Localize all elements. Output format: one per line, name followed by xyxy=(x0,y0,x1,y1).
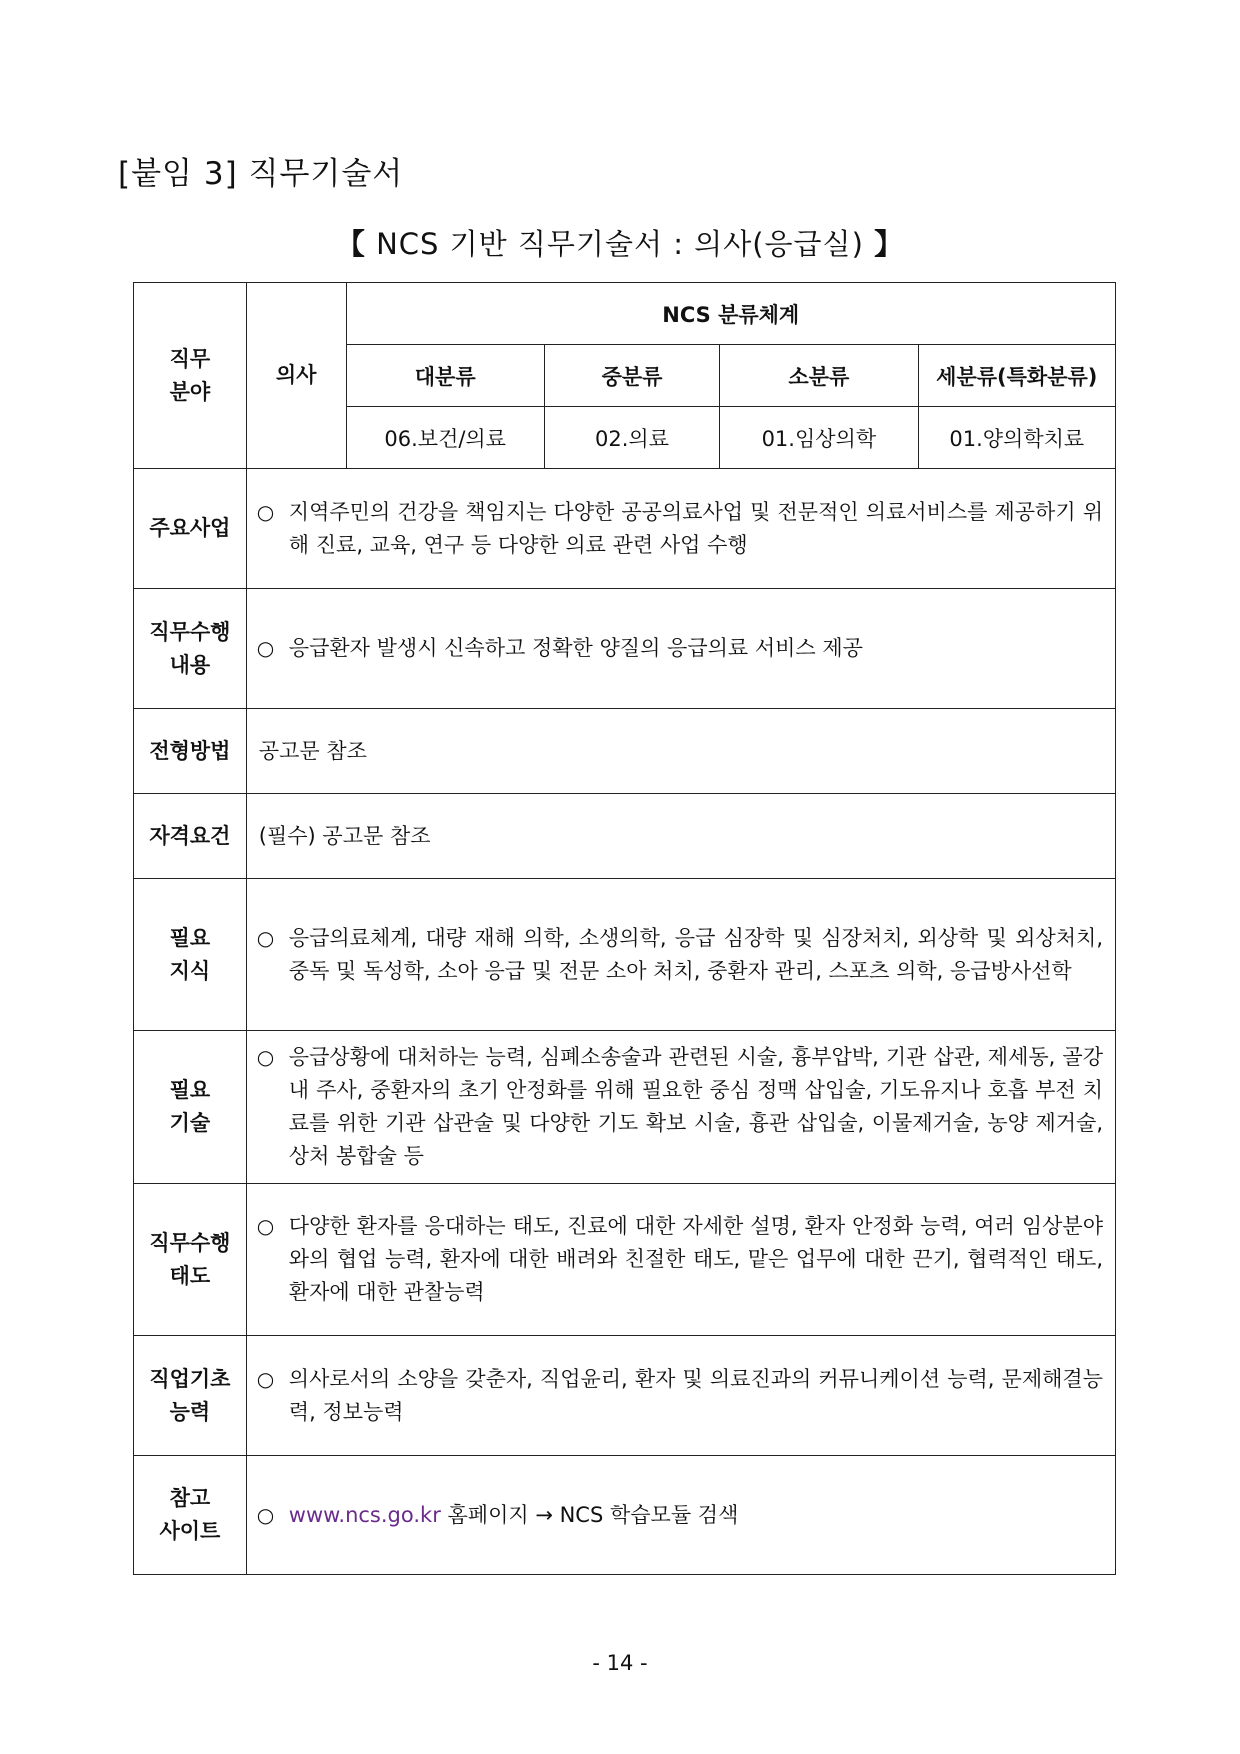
attitude-row xyxy=(134,1184,1116,1336)
qualification-content xyxy=(246,794,1115,879)
ncs-site-link[interactable]: www.ncs.go.kr xyxy=(288,1502,441,1527)
basic-competency-row xyxy=(134,1336,1116,1456)
knowledge-row xyxy=(134,879,1116,1031)
main-business-content xyxy=(246,469,1115,589)
main-business-row xyxy=(134,469,1116,589)
skills-text: 응급상황에 대처하는 능력, 심폐소송술과 관련된 시술, 흉부압박, 기관 삽관, 제세동, 골강내 주사, 중환자의 초기 안정화를 위해 필요한 중심 정맥 삽입술, 기도유지나 호흡 부전 치료를 위한 기관 삽관술 및 다양한 기도 확보 시술, 흉관 삽입술, 이물제거술, 농양 제거술, 상처 봉합술 등 xyxy=(288,1045,1103,1168)
job-name: 의사 xyxy=(246,283,346,469)
attitude-label: 직무수행 태도 xyxy=(134,1184,247,1336)
reference-content xyxy=(246,1456,1115,1575)
ncs-value-detail: 01.양의학치료 xyxy=(918,407,1115,469)
qualification-label: 자격요건 xyxy=(134,794,247,879)
bullet-icon: ○ xyxy=(256,1366,275,1391)
attachment-title: [붙임 3] 직무기술서 xyxy=(118,156,404,192)
ncs-value-major: 06.보건/의료 xyxy=(346,407,544,469)
bullet-icon: ○ xyxy=(256,1045,275,1069)
knowledge-label: 필요 지식 xyxy=(134,879,247,1031)
attitude-text: 다양한 환자를 응대하는 태도, 진료에 대한 자세한 설명, 환자 안정화 능력, 여러 임상분야와의 협업 능력, 환자에 대한 배려와 친절한 태도, 맡은 업무에 대한 끈기, 협력적인 태도, 환자에 대한 관찰능력 xyxy=(288,1214,1103,1304)
qualification-text: (필수) 공고문 참조 xyxy=(258,823,431,848)
ncs-header-row xyxy=(134,283,1116,345)
basic-competency-text: 의사로서의 소양을 갖춘자, 직업윤리, 환자 및 의료진과의 커뮤니케이션 능력, 문제해결능력, 정보능력 xyxy=(288,1366,1103,1424)
job-field-label: 직무 분야 xyxy=(134,283,247,469)
duty-row xyxy=(134,589,1116,709)
duty-label: 직무수행 내용 xyxy=(134,589,247,709)
ncs-col-major: 대분류 xyxy=(346,345,544,407)
reference-label: 참고 사이트 xyxy=(134,1456,247,1575)
selection-row xyxy=(134,709,1116,794)
ncs-col-minor: 소분류 xyxy=(720,345,918,407)
reference-row xyxy=(134,1456,1116,1575)
reference-text: 홈페이지 → NCS 학습모듈 검색 xyxy=(440,1502,739,1527)
ncs-col-detail: 세분류(특화분류) xyxy=(918,345,1115,407)
title-text: NCS 기반 직무기술서 : 의사(응급실) xyxy=(365,227,875,261)
knowledge-text: 응급의료체계, 대량 재해 의학, 소생의학, 응급 심장학 및 심장처치, 외상학 및 외상처치, 중독 및 독성학, 소아 응급 및 전문 소아 처치, 중환자 관리, 스포츠 의학, 응급방사선학 xyxy=(288,925,1103,983)
selection-label: 전형방법 xyxy=(134,709,247,794)
ncs-col-middle: 중분류 xyxy=(544,345,719,407)
page-number: - 14 - xyxy=(592,1651,648,1675)
qualification-row xyxy=(134,794,1116,879)
attitude-content xyxy=(246,1184,1115,1336)
selection-text: 공고문 참조 xyxy=(258,738,367,763)
main-business-text: 지역주민의 건강을 책임지는 다양한 공공의료사업 및 전문적인 의료서비스를 제공하기 위해 진료, 교육, 연구 등 다양한 의료 관련 사업 수행 xyxy=(288,499,1103,557)
bullet-icon: ○ xyxy=(256,499,275,524)
ncs-value-minor: 01.임상의학 xyxy=(720,407,918,469)
bullet-icon: ○ xyxy=(256,925,275,950)
knowledge-content xyxy=(246,879,1115,1031)
document-title xyxy=(0,222,1240,263)
main-business-label: 주요사업 xyxy=(134,469,247,589)
job-description-table xyxy=(133,282,1116,1575)
basic-competency-label: 직업기초 능력 xyxy=(134,1336,247,1456)
bullet-icon: ○ xyxy=(256,636,275,660)
title-bracket-open: 【 xyxy=(335,227,366,261)
duty-text: 응급환자 발생시 신속하고 정확한 양질의 응급의료 서비스 제공 xyxy=(288,636,863,660)
title-bracket-close: 】 xyxy=(874,227,905,261)
basic-competency-content xyxy=(246,1336,1115,1456)
ncs-header: NCS 분류체계 xyxy=(346,283,1116,345)
selection-content xyxy=(246,709,1115,794)
skills-row xyxy=(134,1031,1116,1184)
ncs-value-middle: 02.의료 xyxy=(544,407,719,469)
bullet-icon: ○ xyxy=(256,1502,275,1527)
duty-content xyxy=(246,589,1115,709)
skills-content xyxy=(246,1031,1115,1184)
skills-label: 필요 기술 xyxy=(134,1031,247,1184)
bullet-icon: ○ xyxy=(256,1214,275,1238)
